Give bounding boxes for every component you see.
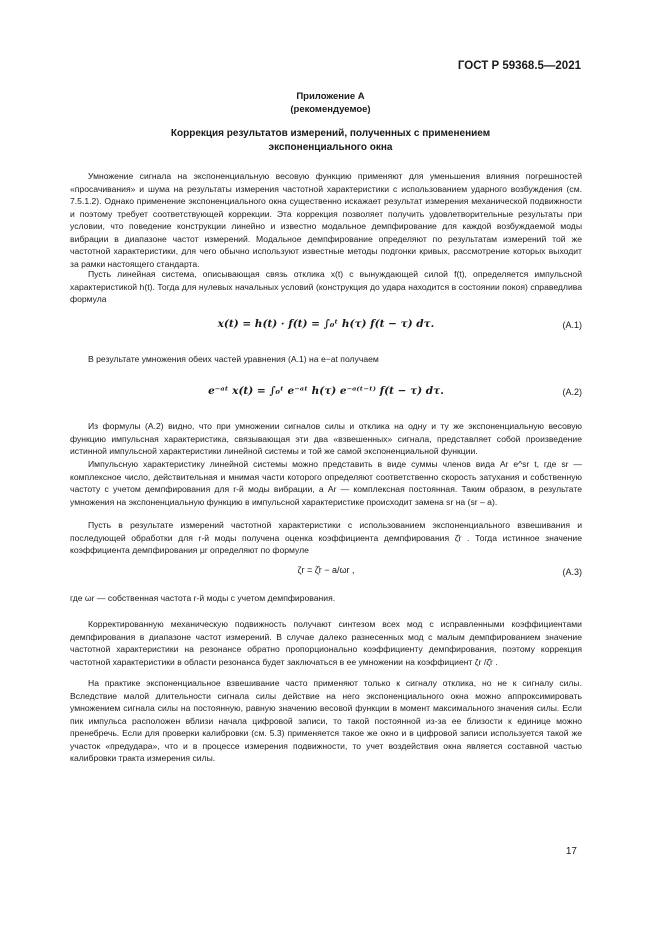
paragraph-8: Корректированную механическую подвижность получают синтезом всех мод с исправленными коэффициентами демпфирования в диапазоне частот измерений. В случае далеко разнесенных мод с малым демпфированием значение частотной характеристики на резонансе обратно пропорционально коэффициенту демпфирования, поэтому коррекция частотной характеристики в области резонанса будет заключаться в ее умножении на коэффициент ζr /ζ̂r . (70, 619, 582, 667)
equation-a3-number: (А.3) (562, 567, 582, 577)
paragraph-7: где ωr — собственная частота r-й моды с учетом демпфирования. (70, 593, 336, 603)
page-number: 17 (565, 846, 577, 857)
paragraph-4: Из формулы (А.2) видно, что при умножении сигналов силы и отклика на одну и ту же экспоненциальную весовую функцию импульсная характеристика, связывающая эти два «взвешенных» сигнала, представляет собой произведение истинной импульсной характеристики линейной системы и той же самой экспоненциальной функции. (70, 421, 582, 456)
equation-a3 (70, 565, 582, 583)
appendix-heading-line2: экспоненциального окна (268, 142, 393, 153)
paragraph-1: Умножение сигнала на экспоненциальную весовую функцию применяют для уменьшения влияния погрешностей «просачивания» и шума на результаты измерения частотной характеристики с использованием ударного возбуждения (см. 7.5.1.2). Однако применение экспоненциального окна существенно искажает результат измерения механической подвижности и поэтому требует соответствующей коррекции. Эта коррекция позволяет получить удовлетворительные результаты при условии, что поведение конструкции линейно и известно модальное демпфирование для каждой возбуждаемой моды вибрации в диапазоне частот измерений. Модальное демпфирование определяют по результатам измерений той же частотной характеристики, для чего обычно используют известные методы подгонки кривых, рассмотрение которых выходит за рамки настоящего стандарта. (70, 171, 582, 269)
paragraph-3: В результате умножения обеих частей уравнения (А.1) на e−at получаем (88, 354, 379, 364)
appendix-heading-line1: Коррекция результатов измерений, полученных с применением (170, 128, 491, 139)
appendix-subtitle: (рекомендуемое) (290, 104, 371, 115)
equation-a1-formula: x(t) = h(t) · f(t) = ∫₀ᵗ h(τ) f(t − τ) dτ. (217, 318, 435, 330)
appendix-title: Приложение А (296, 91, 365, 102)
paragraph-5: Импульсную характеристику линейной системы можно представить в виде суммы членов вида Ar e^sr t, где sr — комплексное число, действительная и мнимая части которого определяют соответственно скорость затухания и собственную частоту с учетом демпфирования для r-й моды вибрации, а Ar — комплексная постоянная. Таким образом, в результате умножения на экспоненциальную функцию в импульсной характеристике происходит замена sr на (sr – a). (70, 459, 582, 507)
equation-a2-number: (А.2) (562, 387, 582, 397)
equation-a3-formula: ζr = ζ̂r − a/ωr , (297, 565, 355, 575)
equation-a2-formula: e⁻ᵃᵗ x(t) = ∫₀ᵗ e⁻ᵃᵗ h(τ) e⁻ᵃ⁽ᵗ⁻ᵗ⁾ f(t − τ) dτ. (208, 385, 444, 397)
equation-a1 (70, 318, 582, 336)
standard-designation: ГОСТ Р 59368.5—2021 (457, 60, 581, 72)
equation-a1-number: (А.1) (562, 320, 582, 330)
paragraph-2: Пусть линейная система, описывающая связь отклика x(t) с вынуждающей силой f(t), определяется импульсной характеристикой h(t). Тогда для нулевых начальных условий (конструкция до удара находится в состоянии покоя) справедлива формула (70, 269, 582, 304)
paragraph-6: Пусть в результате измерений частотной характеристики с использованием экспоненциального взвешивания и последующей обработки для r-й моды получена оценка коэффициента демпфирования ζ̂r . Тогда истинное значение коэффициента демпфирования μr определяют по формуле (70, 520, 582, 555)
equation-a2 (70, 385, 582, 403)
paragraph-9: На практике экспоненциальное взвешивание часто применяют только к сигналу отклика, но не к сигналу силы. Вследствие малой длительности сигнала силы действие на него экспоненциального окна можно аппроксимировать умножением сигнала силы на постоянную, равную значению весовой функции в момент максимального значения силы. Если пик импульса расположен вблизи начала цифровой записи, то такой постоянной из-за ее близости к единице можно пренебречь. Если для проверки калибровки (см. 5.3) применяется такое же окно и в цифровой записи используется такой же участок «предудара», что и в процессе измерения подвижности, то учет воздействия окна является составной частью калибровки тракта измерения силы. (70, 678, 582, 763)
